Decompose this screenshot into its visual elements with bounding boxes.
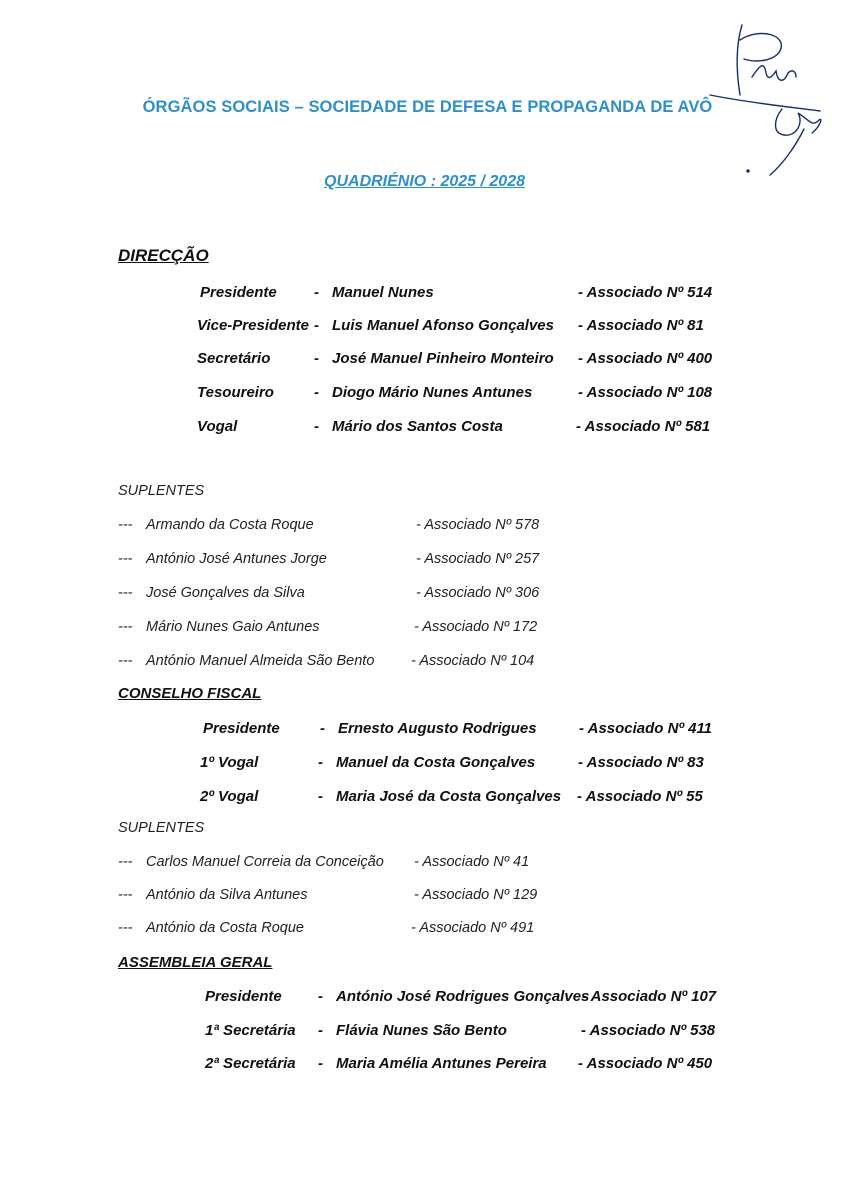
member-role: Secretário <box>197 350 271 367</box>
direccao-substitute-row <box>0 653 849 673</box>
substitute-prefix: --- <box>118 585 133 601</box>
substitute-prefix: --- <box>118 854 133 870</box>
member-number: - Associado Nº 83 <box>578 754 704 771</box>
substitute-name: José Gonçalves da Silva <box>146 585 305 601</box>
assembleia-geral-member-row <box>0 988 849 1008</box>
member-number: - Associado Nº 55 <box>577 788 703 805</box>
conselho-fiscal-substitute-row <box>0 920 849 940</box>
member-dash: - <box>314 317 319 334</box>
member-dash: - <box>314 350 319 367</box>
member-name: Maria Amélia Antunes Pereira <box>336 1055 547 1072</box>
member-name: Manuel Nunes <box>332 284 434 301</box>
member-number: - Associado Nº 581 <box>576 418 711 435</box>
member-name: José Manuel Pinheiro Monteiro <box>332 350 554 367</box>
member-number: - Associado Nº 450 <box>578 1055 713 1072</box>
substitute-prefix: --- <box>118 517 133 533</box>
member-role: 2º Vogal <box>200 788 259 805</box>
member-dash: - <box>318 1055 323 1072</box>
member-dash: - <box>314 384 319 401</box>
substitute-name: António da Costa Roque <box>146 920 304 936</box>
member-dash: - <box>320 720 325 737</box>
direccao-substitute-row <box>0 551 849 571</box>
member-number: - Associado Nº 400 <box>578 350 713 367</box>
member-dash: - <box>314 418 319 435</box>
conselho-fiscal-member-row <box>0 788 849 808</box>
substitute-name: Carlos Manuel Correia da Conceição <box>146 854 384 870</box>
direccao-substitute-row <box>0 585 849 605</box>
document-title: ÓRGÃOS SOCIAIS – SOCIEDADE DE DEFESA E PROPAGANDA DE AVÔ <box>142 98 713 116</box>
direccao-member-row <box>0 384 849 404</box>
substitute-name: Armando da Costa Roque <box>146 517 314 533</box>
member-role: Presidente <box>205 988 282 1005</box>
member-dash: - <box>314 284 319 301</box>
direccao-member-row <box>0 350 849 370</box>
member-dash: - <box>318 788 323 805</box>
member-number: - Associado Nº 538 <box>581 1022 716 1039</box>
direccao-member-row <box>0 284 849 304</box>
member-name: Manuel da Costa Gonçalves <box>336 754 536 771</box>
member-dash: - <box>318 754 323 771</box>
substitute-name: Mário Nunes Gaio Antunes <box>146 619 320 635</box>
direccao-heading: DIRECÇÃO <box>118 246 209 265</box>
member-role: Presidente <box>203 720 280 737</box>
period-heading: QUADRIÉNIO : 2025 / 2028 <box>324 173 525 190</box>
conselho-fiscal-substitute-row <box>0 887 849 907</box>
substitute-number: - Associado Nº 104 <box>411 653 535 669</box>
conselho-fiscal-member-row <box>0 754 849 774</box>
conselho-fiscal-member-row <box>0 720 849 740</box>
substitute-prefix: --- <box>118 551 133 567</box>
direccao-substitute-row <box>0 619 849 639</box>
conselho-fiscal-heading: CONSELHO FISCAL <box>118 685 262 702</box>
substitute-number: - Associado Nº 491 <box>411 920 535 936</box>
direccao-substitute-row <box>0 517 849 537</box>
substitute-number: - Associado Nº 129 <box>414 887 538 903</box>
substitute-number: - Associado Nº 578 <box>416 517 540 533</box>
conselho-fiscal-substitutes-label: SUPLENTES <box>118 820 205 836</box>
assembleia-geral-member-row <box>0 1022 849 1042</box>
member-number: - Associado Nº 81 <box>578 317 704 334</box>
member-role: 1ª Secretária <box>205 1022 296 1039</box>
member-name: Flávia Nunes São Bento <box>336 1022 507 1039</box>
member-number: - Associado Nº 514 <box>578 284 713 301</box>
member-dash: - <box>318 988 323 1005</box>
member-role: 2ª Secretária <box>205 1055 296 1072</box>
substitute-prefix: --- <box>118 619 133 635</box>
substitute-name: António Manuel Almeida São Bento <box>146 653 375 669</box>
member-role: 1º Vogal <box>200 754 259 771</box>
member-role: Vogal <box>197 418 238 435</box>
direccao-member-row <box>0 418 849 438</box>
assembleia-geral-member-row <box>0 1055 849 1075</box>
substitute-name: António José Antunes Jorge <box>146 551 327 567</box>
substitute-number: - Associado Nº 41 <box>414 854 530 870</box>
member-dash: - <box>318 1022 323 1039</box>
substitute-number: - Associado Nº 172 <box>414 619 538 635</box>
member-name: Luis Manuel Afonso Gonçalves <box>332 317 554 334</box>
assembleia-geral-heading: ASSEMBLEIA GERAL <box>118 954 273 971</box>
member-name: Mário dos Santos Costa <box>332 418 503 435</box>
member-number: - Associado Nº 107 <box>582 988 717 1005</box>
substitute-name: António da Silva Antunes <box>146 887 308 903</box>
member-number: - Associado Nº 411 <box>579 720 713 737</box>
conselho-fiscal-substitute-row <box>0 854 849 874</box>
member-name: Maria José da Costa Gonçalves <box>336 788 562 805</box>
direccao-member-row <box>0 317 849 337</box>
member-role: Vice-Presidente <box>197 317 309 334</box>
substitute-number: - Associado Nº 306 <box>416 585 540 601</box>
member-name: Ernesto Augusto Rodrigues <box>338 720 537 737</box>
member-role: Tesoureiro <box>197 384 274 401</box>
member-number: - Associado Nº 108 <box>578 384 713 401</box>
direccao-substitutes-label: SUPLENTES <box>118 483 205 499</box>
substitute-number: - Associado Nº 257 <box>416 551 540 567</box>
member-name: António José Rodrigues Gonçalves <box>336 988 590 1005</box>
member-name: Diogo Mário Nunes Antunes <box>332 384 533 401</box>
substitute-prefix: --- <box>118 887 133 903</box>
member-role: Presidente <box>200 284 277 301</box>
substitute-prefix: --- <box>118 920 133 936</box>
substitute-prefix: --- <box>118 653 133 669</box>
